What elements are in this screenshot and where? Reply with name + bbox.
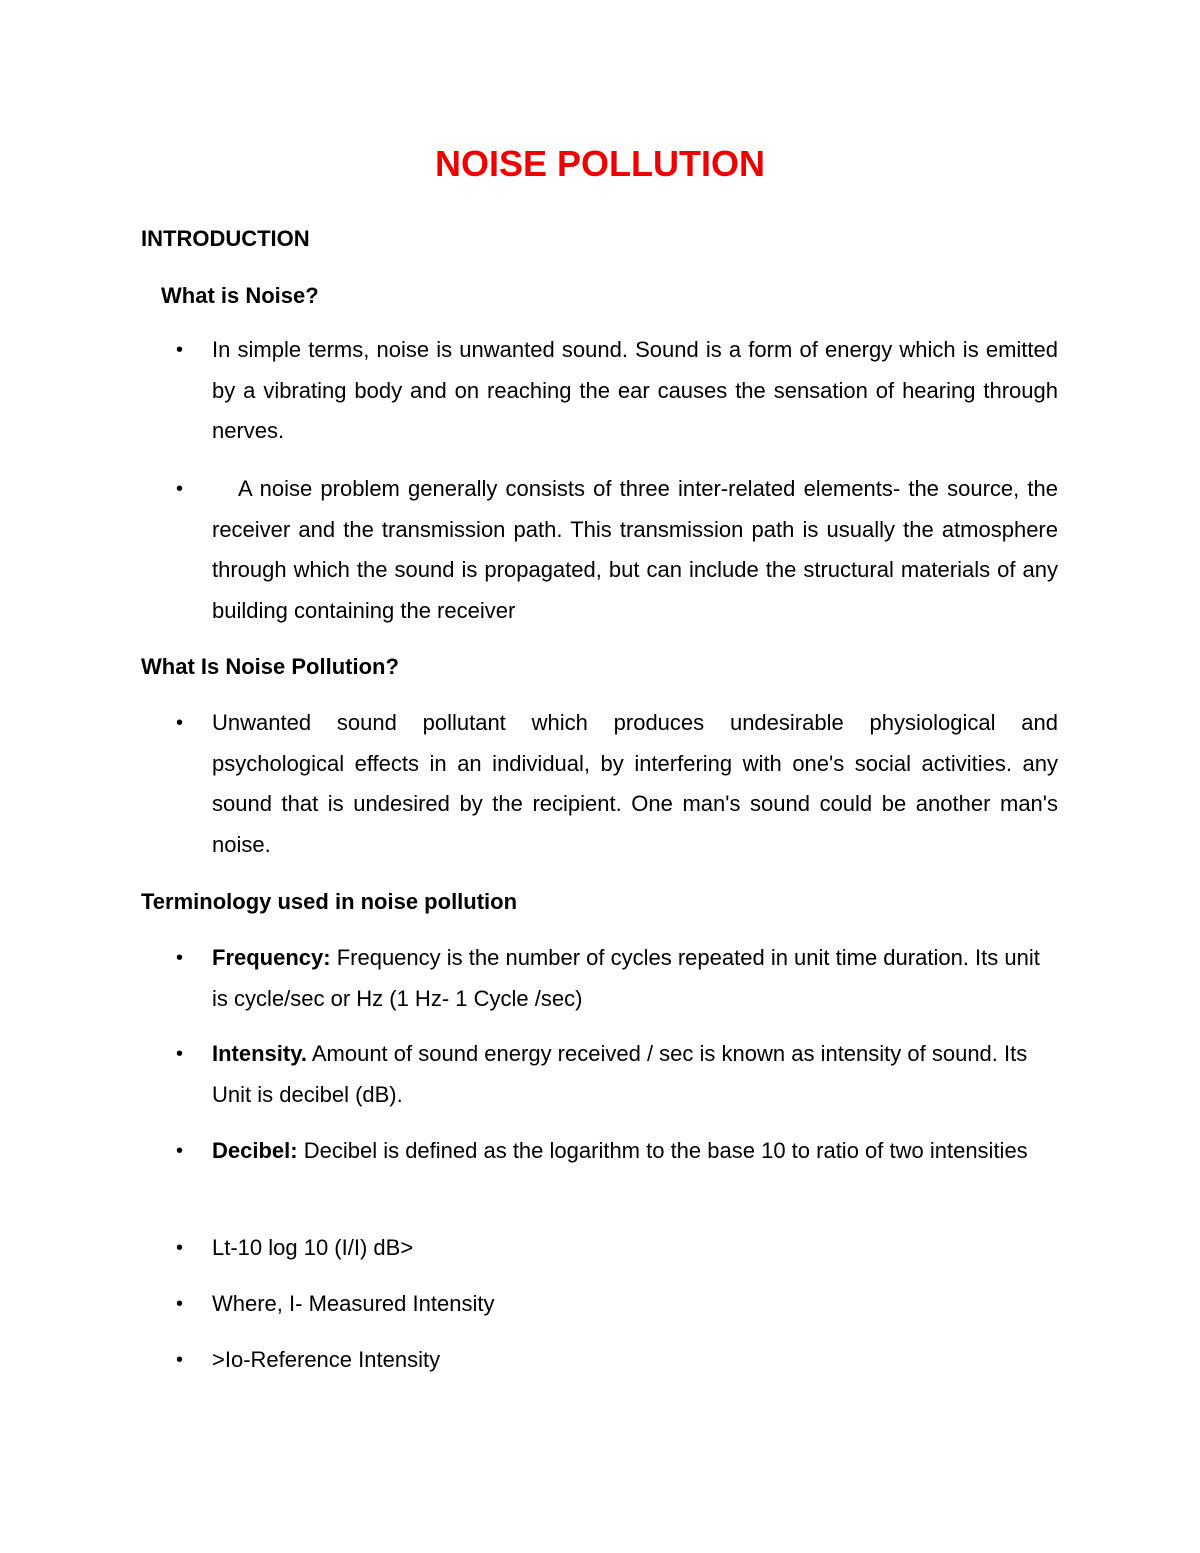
list-item (176, 469, 1058, 634)
term-label: Frequency: (212, 945, 331, 970)
section-heading-introduction: INTRODUCTION (141, 226, 310, 251)
subheading-what-is-noise: What is Noise? (161, 283, 319, 308)
term-definition: Decibel is defined as the logarithm to the base 10 to ratio of two intensities (297, 1138, 1028, 1163)
list-item (176, 938, 1058, 1022)
term-label: Intensity. (212, 1041, 307, 1066)
bullet-icon: • (176, 1140, 184, 1162)
bullet-icon: • (176, 1043, 184, 1065)
list-item-text: A noise problem generally consists of three inter-related elements- the source, the receiver and the transmission path. This transmission path is usually the atmosphere through which the sound is propagated, but can include the structural materials of any building containing the receiver (212, 476, 1058, 624)
list-item-text: Where, I- Measured Intensity (212, 1291, 495, 1316)
bullet-icon: • (176, 947, 184, 969)
list-item-text (212, 938, 1058, 1019)
list-item-text: >Io-Reference Intensity (212, 1347, 441, 1372)
list-item (176, 1034, 1058, 1118)
bullet-icon: • (176, 339, 184, 361)
term-definition: Frequency is the number of cycles repeated in unit time duration. Its unit is cycle/sec or Hz (1 Hz- 1 Cycle /sec) (212, 945, 1040, 1011)
list-item-text: Unwanted sound pollutant which produces undesirable physiological and psychological effects in an individual, by interfering with one's social activities. any sound that is undesired by the recipient. One man's sound could be another man's noise. (212, 710, 1058, 858)
list-item-text (212, 1131, 1058, 1172)
page-title: NOISE POLLUTION (434, 143, 765, 184)
list-item-text (212, 1034, 1058, 1115)
term-definition: Amount of sound energy received / sec is known as intensity of sound. Its Unit is decibel (dB). (212, 1041, 1028, 1107)
list-item (176, 330, 1058, 455)
list-item-text: In simple terms, noise is unwanted sound. Sound is a form of energy which is emitted by a vibrating body and on reaching the ear causes the sensation of hearing through nerves. (212, 337, 1058, 444)
list-item (176, 1284, 1058, 1326)
list-item (176, 1131, 1058, 1215)
subheading-terminology: Terminology used in noise pollution (141, 889, 518, 914)
list-item (176, 1340, 1058, 1382)
subheading-what-is-noise-pollution: What Is Noise Pollution? (141, 654, 399, 679)
list-item (176, 703, 1058, 868)
bullet-icon: • (176, 1237, 184, 1259)
bullet-icon: • (176, 478, 184, 500)
bullet-icon: • (176, 712, 184, 734)
list-item-text: Lt-10 log 10 (I/I) dB> (212, 1235, 414, 1260)
bullet-icon: • (176, 1293, 184, 1315)
term-label: Decibel: (212, 1138, 298, 1163)
list-item (176, 1228, 1058, 1270)
bullet-icon: • (176, 1349, 184, 1371)
